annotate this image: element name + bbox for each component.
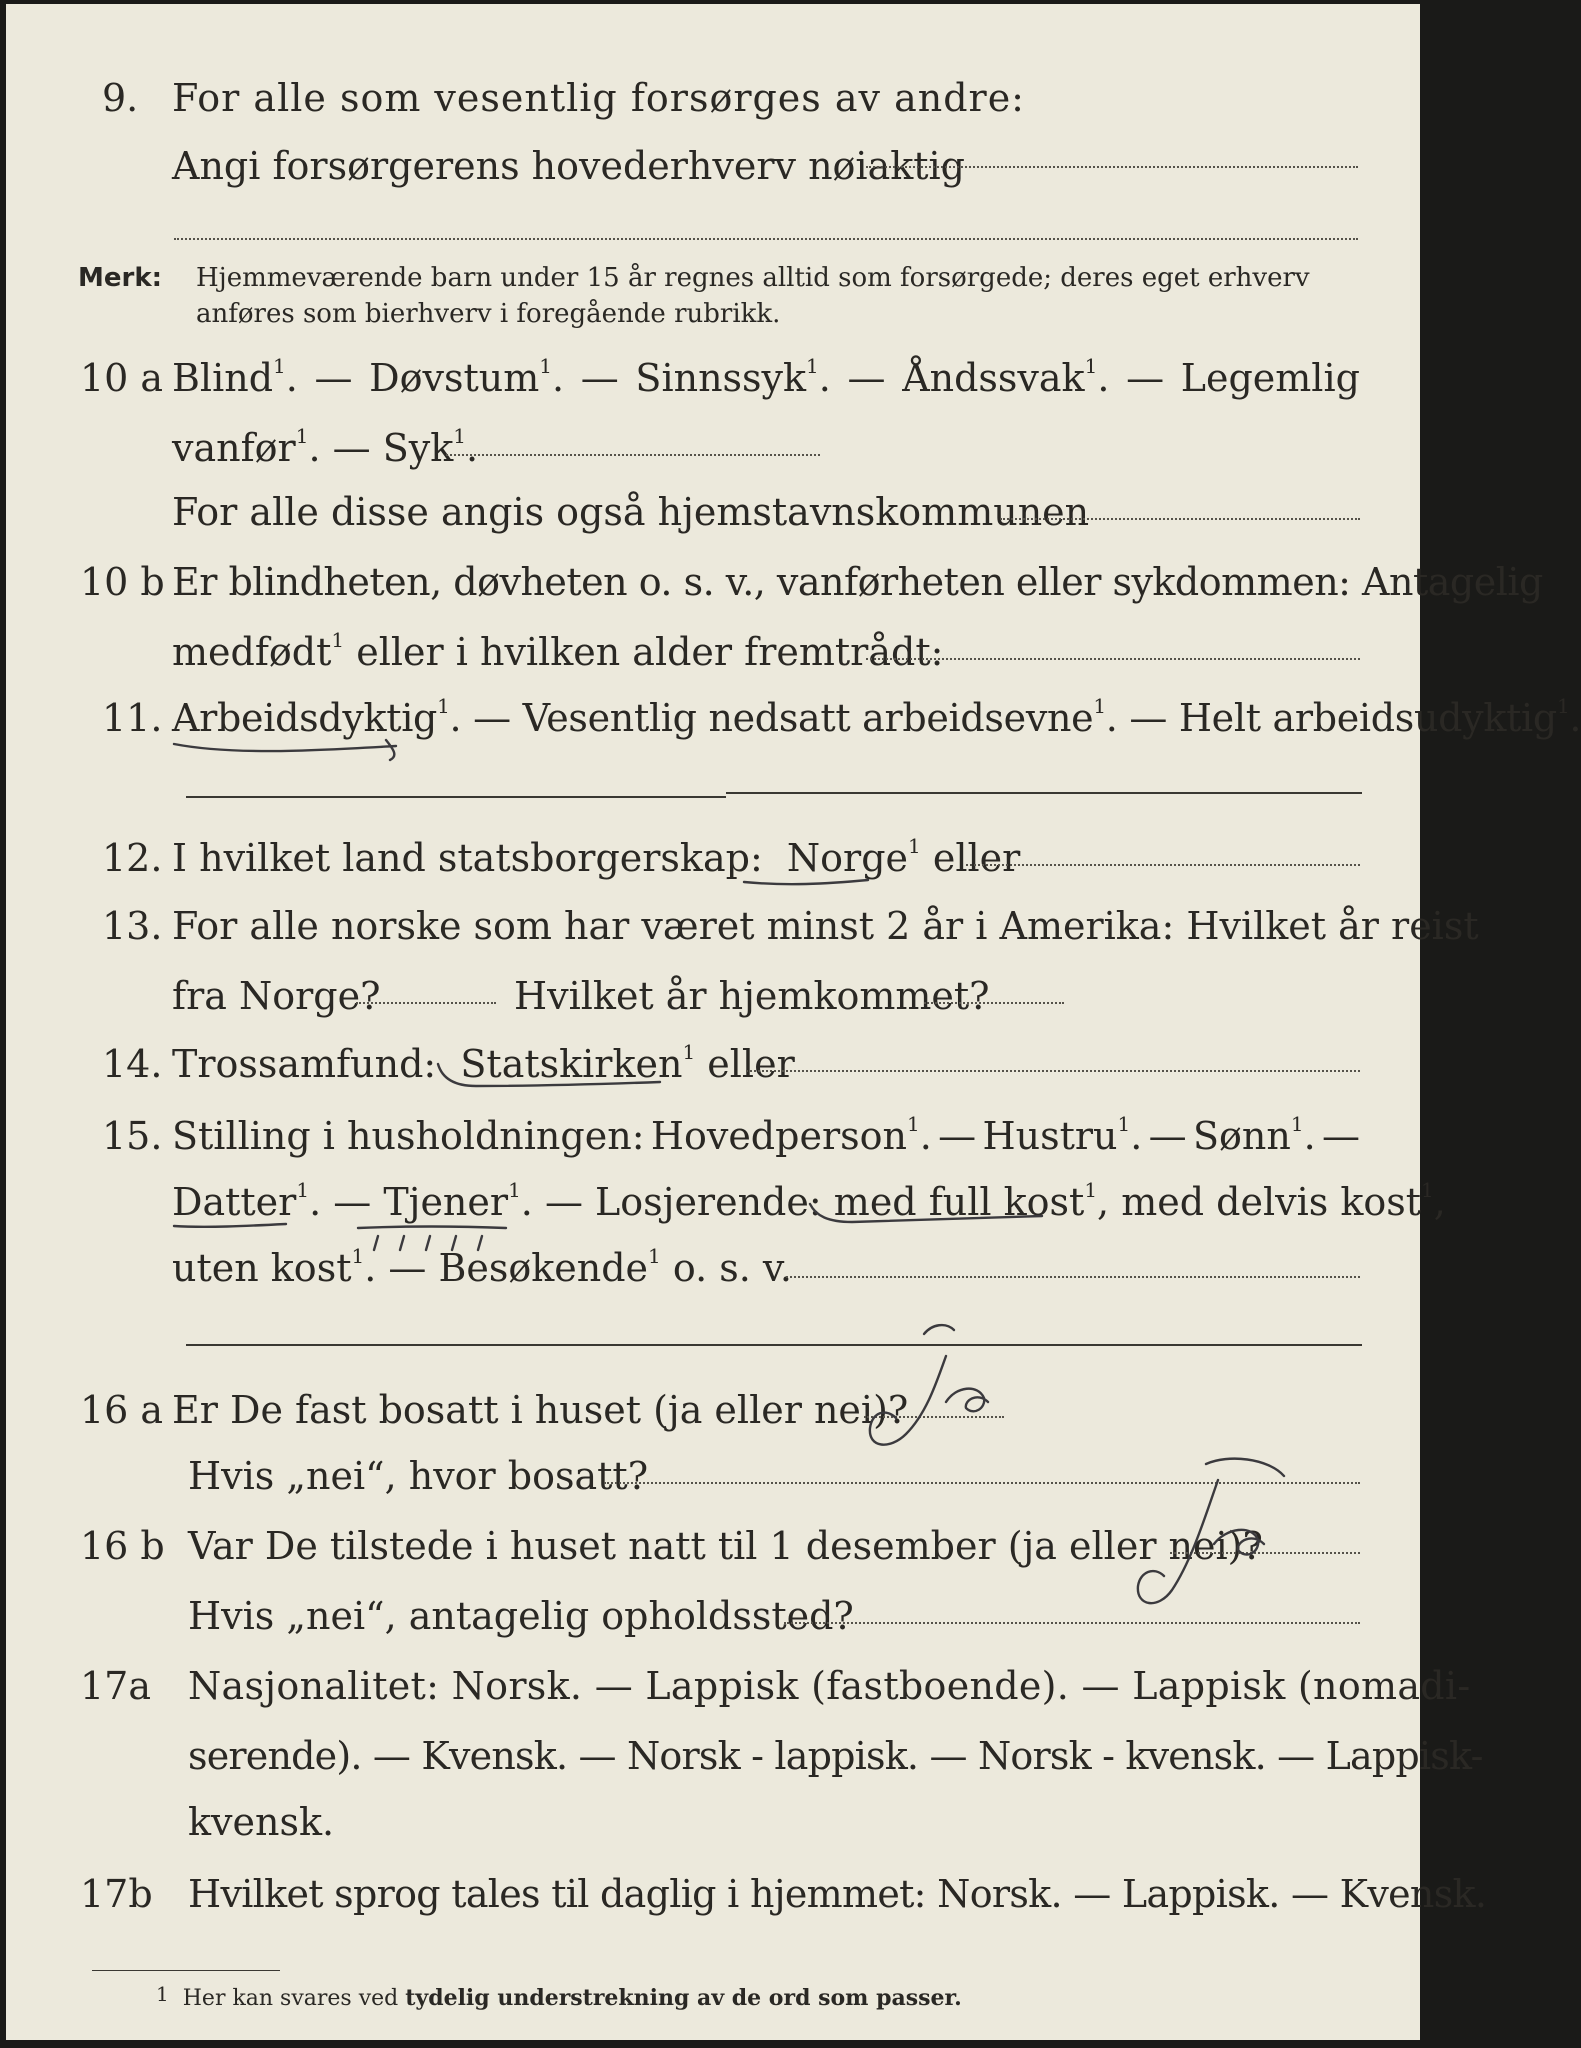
q16a-answer-line[interactable] [864, 1416, 1004, 1418]
q13-line2b: Hvilket år hjemkommet? [514, 974, 990, 1018]
q9-line1: For alle som vesentlig forsørges av andre: [172, 76, 1025, 120]
q17b-line1: Hvilket sprog tales til daglig i hjemmet: Norsk. — Lappisk. — Kvensk. [188, 1872, 1487, 1916]
opt-besokende: Besøkende [438, 1246, 649, 1290]
q13-reist-line[interactable] [356, 1002, 496, 1004]
q13-hjem-line[interactable] [924, 1002, 1064, 1004]
opt-nedsatt[interactable]: Vesentlig nedsatt arbeidsevne$^1$. [522, 694, 1118, 740]
q16b-line2: Hvis „nei“, antagelig opholdssted? [188, 1594, 854, 1638]
q14-number: 14. [102, 1042, 163, 1086]
footnote: $^1$ Her kan svares ved tydelig understrekning av de ord som passer. [156, 1982, 962, 2011]
q10b-line1: Er blindheten, døvheten o. s. v., vanførheten eller sykdommen: Antagelig [172, 560, 1543, 604]
q16b-number: 16 b [80, 1524, 165, 1568]
underline-arbeidsdyktig-mark [174, 740, 396, 760]
q15-rule [186, 1344, 1362, 1346]
q16a-bosatt-line[interactable] [604, 1482, 1360, 1484]
q13-line2a: fra Norge? [172, 974, 381, 1018]
q10a-line1: Blind$^1$. — Døvstum$^1$. — Sinnssyk$^1$. — Åndssvak$^1$. — Legemlig [172, 354, 1360, 400]
opt-med-full-kost: med full kost [833, 1180, 1085, 1224]
q15-line2: Datter$^1$. — Tjener$^1$. — Losjerende: med full kost$^1$, med delvis kost$^1$, [172, 1178, 1446, 1224]
opt-andssvak: Åndssvak$^1$. [902, 354, 1110, 400]
opt-blind: Blind$^1$. [172, 354, 298, 400]
opt-med-delvis-kost: med delvis kost [1121, 1180, 1421, 1224]
q10a-kommune-line[interactable] [1000, 518, 1360, 520]
opt-statskirken[interactable]: Statskirken$^1$ [460, 1040, 696, 1086]
q10a-number: 10 a [80, 356, 164, 400]
q10a-line3: For alle disse angis også hjemstavnskommunen [172, 490, 1090, 534]
q9-answer-line[interactable] [866, 166, 1358, 168]
q13-number: 13. [102, 904, 163, 948]
q14-answer-line[interactable] [746, 1070, 1360, 1072]
underline-datter-mark [174, 1224, 286, 1227]
q15-line3: uten kost$^1$. — Besøkende$^1$ o. s. v. [172, 1244, 792, 1290]
q10b-number: 10 b [80, 560, 165, 604]
opt-syk: Syk$^1$. [382, 424, 479, 470]
opt-uten-kost: uten kost [172, 1246, 352, 1290]
q15-number: 15. [102, 1114, 163, 1158]
opt-hovedperson: Hovedperson [650, 1114, 907, 1158]
opt-legemlig: Legemlig [1180, 356, 1360, 400]
q16b-line1: Var De tilstede i huset natt til 1 desember (ja eller nei)? [188, 1524, 1263, 1568]
opt-vanfor: vanfør$^1$. [172, 424, 321, 470]
opt-udyktig[interactable]: Helt arbeidsudyktig$^1$. [1178, 694, 1581, 740]
opt-tjener: Tjener [383, 1180, 509, 1224]
q11-number: 11. [102, 696, 163, 740]
merk-line1: Hjemmeværende barn under 15 år regnes alltid som forsørgede; deres eget erhverv [196, 263, 1310, 293]
q16a-number: 16 a [80, 1388, 164, 1432]
q10a-syk-line[interactable] [446, 454, 820, 456]
q13-line1: For alle norske som har været minst 2 år i Amerika: Hvilket år reist [172, 904, 1479, 948]
opt-dovstum: Døvstum$^1$. [369, 354, 565, 400]
q11-rule-left [186, 796, 726, 798]
q11-rule-right [726, 792, 1362, 794]
q10b-line2: medfødt$^1$ eller i hvilken alder fremtrådt: [172, 628, 944, 674]
opt-hustru: Hustru [982, 1114, 1118, 1158]
q14-line: Trossamfund: Statskirken$^1$ eller [172, 1040, 795, 1086]
q16b-opphold-line[interactable] [784, 1622, 1360, 1624]
q9-number: 9. [102, 76, 139, 120]
q17b-number: 17b [80, 1872, 153, 1916]
q16b-answer-line[interactable] [1170, 1552, 1360, 1554]
q11-line1: Arbeidsdyktig$^1$. — Vesentlig nedsatt arbeidsevne$^1$. — Helt arbeidsudyktig$^1$. [172, 694, 1581, 740]
opt-sonn: Sønn [1192, 1114, 1291, 1158]
q17a-line1: Nasjonalitet: Norsk. — Lappisk (fastboende). — Lappisk (nomadi- [188, 1664, 1471, 1708]
opt-norge[interactable]: Norge$^1$ [786, 834, 921, 880]
q15-answer-line[interactable] [786, 1276, 1360, 1278]
footnote-rule [92, 1970, 280, 1971]
q12-number: 12. [102, 836, 163, 880]
merk-label: Merk: [78, 263, 163, 293]
q10a-line2: vanfør$^1$. — Syk$^1$. [172, 424, 479, 470]
q17a-line2: serende). — Kvensk. — Norsk - lappisk. — Norsk - kvensk. — Lappisk- [188, 1734, 1483, 1778]
q17a-line3: kvensk. [188, 1800, 335, 1844]
q10b-answer-line[interactable] [866, 658, 1360, 660]
opt-datter: Datter [172, 1180, 297, 1224]
q16a-line2: Hvis „nei“, hvor bosatt? [188, 1454, 649, 1498]
q12-answer-line[interactable] [966, 864, 1360, 866]
opt-sinnssyk: Sinnssyk$^1$. [635, 354, 831, 400]
census-form-page [6, 4, 1581, 2040]
q9-extra-line[interactable] [174, 238, 1358, 240]
q9-line2: Angi forsørgerens hovederhverv nøiaktig [172, 144, 966, 188]
merk-line2: anføres som bierhverv i foregående rubrikk. [196, 299, 781, 329]
q12-line: I hvilket land statsborgerskap: Norge$^1$ eller [172, 834, 1021, 880]
opt-arbeidsdyktig[interactable]: Arbeidsdyktig$^1$. [172, 694, 462, 740]
underline-norge-mark [744, 880, 868, 884]
q15-line1: Stilling i husholdningen: Hovedperson$^1$. — Hustru$^1$. — Sønn$^1$. — [172, 1112, 1360, 1158]
q17a-number: 17a [80, 1664, 152, 1708]
q16a-line1: Er De fast bosatt i huset (ja eller nei)? [172, 1388, 909, 1432]
